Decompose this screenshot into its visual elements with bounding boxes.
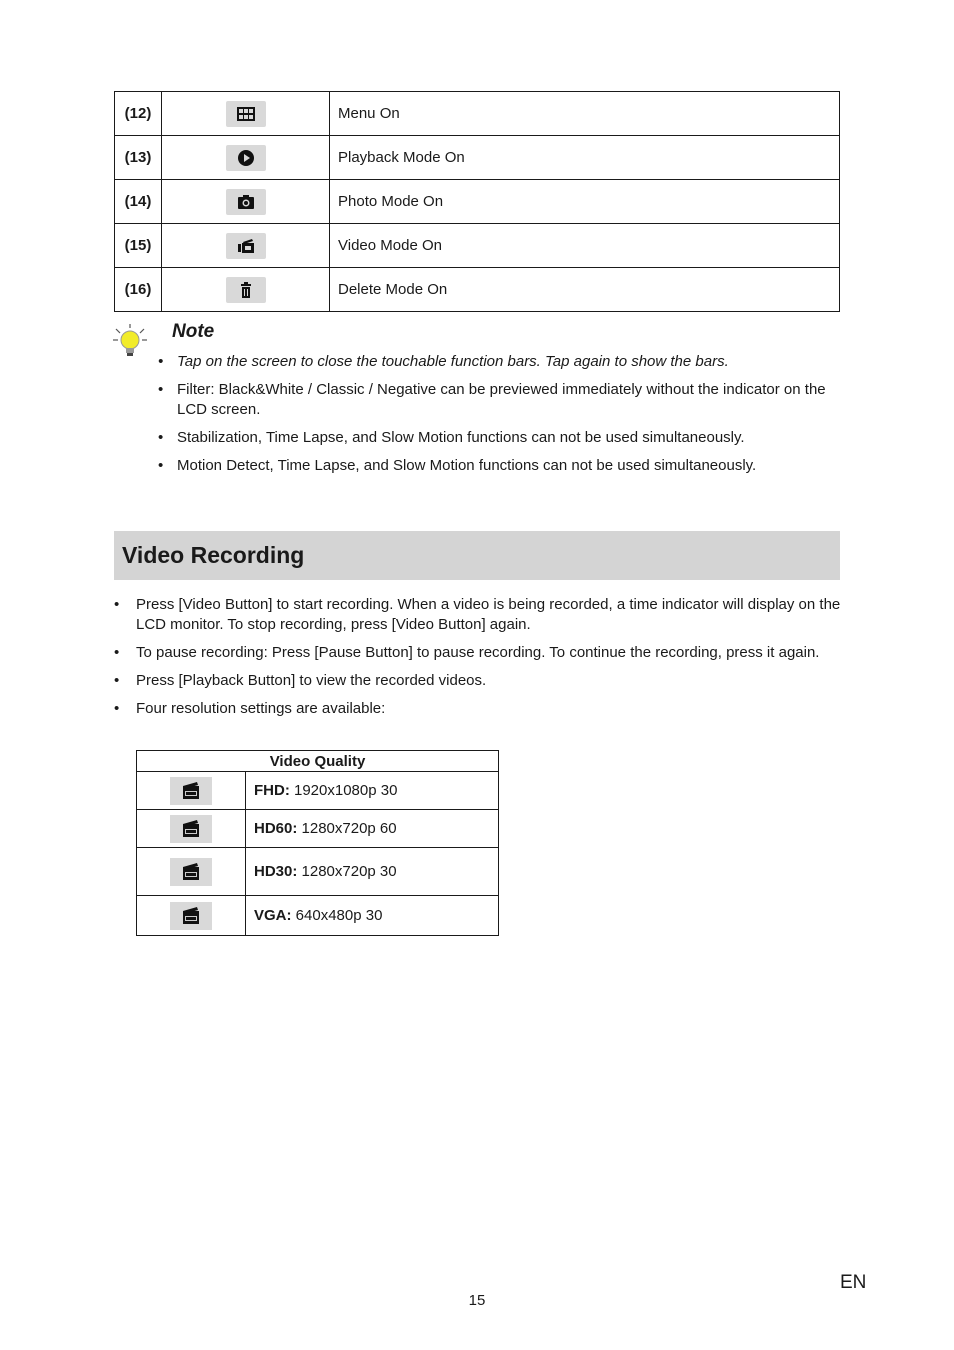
hd30-resolution-icon bbox=[170, 858, 212, 886]
hd60-resolution-icon bbox=[170, 815, 212, 843]
trash-icon bbox=[226, 277, 266, 303]
table-row bbox=[115, 268, 840, 312]
row-label: Delete Mode On bbox=[330, 268, 840, 312]
list-item: • Stabilization, Time Lapse, and Slow Motion functions can not be used simultaneously. bbox=[158, 428, 838, 448]
icon-reference-table bbox=[114, 91, 840, 312]
camera-icon bbox=[226, 189, 266, 215]
table-row bbox=[137, 896, 499, 936]
table-row bbox=[115, 224, 840, 268]
row-label: Menu On bbox=[330, 92, 840, 136]
language-label: EN bbox=[840, 1272, 867, 1293]
row-number: (12) bbox=[115, 92, 162, 136]
list-item: • Press [Playback Button] to view the recorded videos. bbox=[114, 671, 844, 691]
row-label: Video Mode On bbox=[330, 224, 840, 268]
vga-resolution-icon bbox=[170, 902, 212, 930]
table-header: Video Quality bbox=[137, 751, 499, 772]
fhd-resolution-icon bbox=[170, 777, 212, 805]
section-title: Video Recording bbox=[122, 542, 305, 568]
grid-menu-icon bbox=[226, 101, 266, 127]
resolution-value: 1280x720p 60 bbox=[297, 820, 397, 837]
list-item: • Press [Video Button] to start recording. When a video is being recorded, a time indicator will display on the LCD monitor. To stop recording, press [Video Button] again. bbox=[114, 595, 844, 635]
play-circle-icon bbox=[226, 145, 266, 171]
row-number: (14) bbox=[115, 180, 162, 224]
note-list bbox=[158, 352, 838, 484]
table-row bbox=[115, 92, 840, 136]
list-item: • To pause recording: Press [Pause Button] to pause recording. To continue the recording, press it again. bbox=[114, 643, 844, 663]
list-item: • Motion Detect, Time Lapse, and Slow Motion functions can not be used simultaneously. bbox=[158, 456, 838, 476]
resolution-name: VGA: bbox=[254, 907, 292, 924]
resolution-value: 640x480p 30 bbox=[291, 907, 383, 924]
row-number: (13) bbox=[115, 136, 162, 180]
resolution-value: 1280x720p 30 bbox=[297, 863, 397, 880]
row-number: (15) bbox=[115, 224, 162, 268]
page-number: 15 bbox=[468, 1292, 486, 1309]
row-label: Playback Mode On bbox=[330, 136, 840, 180]
resolution-name: FHD: bbox=[254, 782, 290, 799]
resolution-name: HD60: bbox=[254, 820, 298, 837]
table-row bbox=[137, 848, 499, 896]
lightbulb-icon bbox=[112, 323, 148, 364]
list-item: • Four resolution settings are available: bbox=[114, 699, 844, 719]
table-row bbox=[115, 180, 840, 224]
list-item: • Tap on the screen to close the touchable function bars. Tap again to show the bars. bbox=[158, 352, 838, 372]
recording-instructions-list bbox=[114, 595, 844, 727]
table-row bbox=[137, 810, 499, 848]
video-quality-table bbox=[136, 750, 499, 936]
resolution-value: 1920x1080p 30 bbox=[289, 782, 398, 799]
table-row bbox=[137, 772, 499, 810]
resolution-name: HD30: bbox=[254, 863, 298, 880]
list-item: • Filter: Black&White / Classic / Negative can be previewed immediately without the indicator on the LCD screen. bbox=[158, 380, 838, 420]
video-camera-icon bbox=[226, 233, 266, 259]
note-title: Note bbox=[172, 321, 215, 342]
table-row bbox=[115, 136, 840, 180]
row-number: (16) bbox=[115, 268, 162, 312]
row-label: Photo Mode On bbox=[330, 180, 840, 224]
